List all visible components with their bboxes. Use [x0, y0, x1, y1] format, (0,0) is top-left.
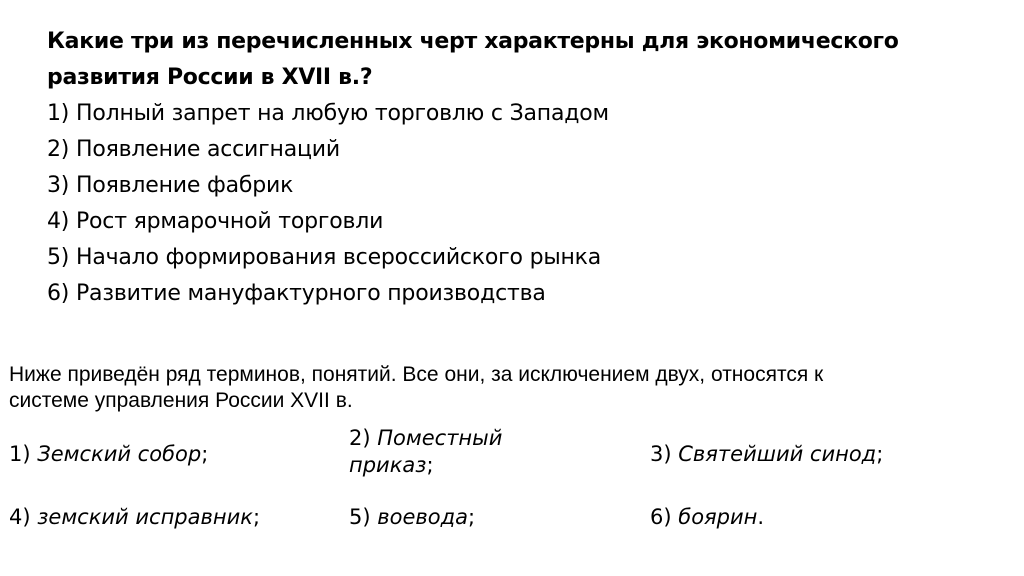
question-1-title-line-2: развития России в XVII в.? — [47, 65, 373, 90]
question-1-title-line-1: Какие три из перечисленных черт характерны для экономического — [47, 29, 899, 54]
option-4: 4) Рост ярмарочной торговли — [47, 209, 384, 234]
term-2-text: Поместный — [377, 426, 503, 450]
option-5: 5) Начало формирования всероссийского рынка — [47, 245, 602, 270]
term-1-number: 1) — [9, 442, 31, 466]
option-1: 1) Полный запрет на любую торговлю с Западом — [47, 101, 609, 126]
term-3-text: Святейший синод — [678, 442, 877, 466]
term-1 — [9, 441, 208, 468]
option-6: 6) Развитие мануфактурного производства — [47, 281, 546, 306]
term-4-number: 4) — [9, 505, 31, 529]
term-1-punct: ; — [201, 442, 209, 466]
term-5 — [349, 504, 475, 531]
term-6-number: 6) — [650, 505, 672, 529]
question-2 — [9, 362, 1019, 414]
term-2-punct: ; — [426, 453, 434, 477]
term-2 — [349, 425, 502, 479]
question-2-intro-line-2: системе управления России XVII в. — [9, 389, 353, 412]
question-1 — [47, 24, 1007, 312]
term-1-text: Земский собор — [37, 442, 202, 466]
term-3 — [650, 441, 883, 468]
term-5-punct: ; — [468, 505, 476, 529]
term-4 — [9, 504, 260, 531]
question-2-intro — [9, 362, 1019, 414]
question-1-title — [47, 24, 1007, 96]
term-6-punct: . — [757, 505, 765, 529]
term-2-text-line-2: приказ — [349, 453, 427, 477]
option-2: 2) Появление ассигнаций — [47, 137, 340, 162]
term-3-number: 3) — [650, 442, 672, 466]
term-4-punct: ; — [252, 505, 261, 529]
term-6 — [650, 504, 764, 531]
term-5-text: воевода — [377, 505, 469, 529]
term-2-number: 2) — [349, 426, 371, 450]
term-4-text: земский исправник — [37, 505, 253, 529]
term-3-punct: ; — [876, 442, 884, 466]
term-5-number: 5) — [349, 505, 371, 529]
term-6-text: боярин — [678, 505, 758, 529]
option-3: 3) Появление фабрик — [47, 173, 294, 198]
question-2-intro-line-1: Ниже приведён ряд терминов, понятий. Все они, за исключением двух, относятся к — [9, 363, 824, 386]
